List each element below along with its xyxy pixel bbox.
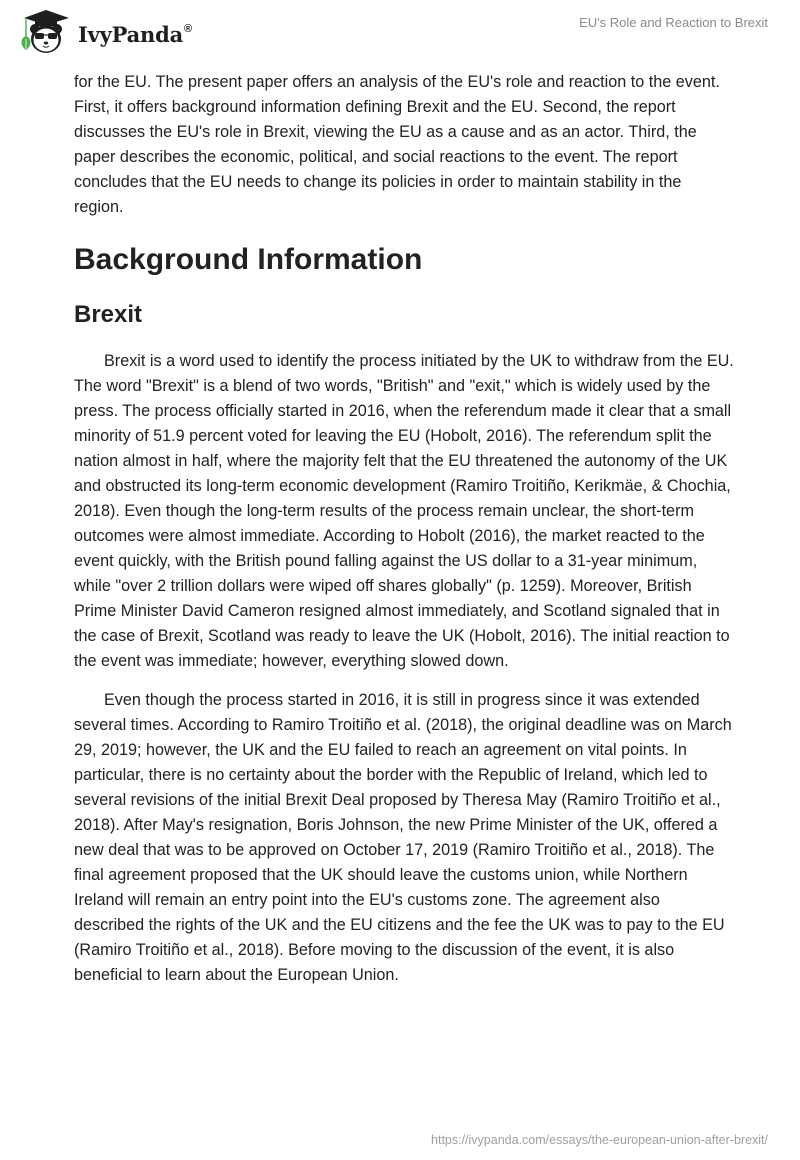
registered-mark: ® xyxy=(184,22,192,35)
panda-graduate-logo-icon xyxy=(16,8,74,56)
body-paragraph: Brexit is a word used to identify the process initiated by the UK to withdraw from the EU. The word "Brexit" is a blend of two words, "British" and "exit," which is widely used by the press. The process officially started in 2016, when the referendum made it clear that a small minority of 51.9 percent voted for leaving the EU (Hobolt, 2016). The referendum split the nation almost in half, where the majority felt that the EU threatened the autonomy of the UK and obstructed its long-term economic development (Ramiro Troitiño, Kerikmäe, & Chochia, 2018). Even though the long-term results of the process remain unclear, the short-term outcomes were almost immediate. According to Hobolt (2016), the market reacted to the event quickly, with the British pound falling against the US dollar to a 31-year minimum, while "over 2 trillion dollars were wiped off shares globally" (p. 1259). Moreover, British Prime Minister David Cameron resigned almost immediately, and Scotland signaled that in the case of Brexit, Scotland was ready to leave the UK (Hobolt, 2016). The initial reaction to the event was immediate; however, everything slowed down. xyxy=(74,352,734,670)
body-paragraph: Even though the process started in 2016, it is still in progress since it was extended several times. According to Ramiro Troitiño et al. (2018), the original deadline was on March 29, 2019; however, the UK and the EU failed to reach an agreement on vital points. In particular, there is no certainty about the border with the Republic of Ireland, which led to several revisions of the initial Brexit Deal proposed by Theresa May (Ramiro Troitiño et al., 2018). After May's resignation, Boris Johnson, the new Prime Minister of the UK, offered a new deal that was to be approved on October 17, 2019 (Ramiro Troitiño et al., 2018). The final agreement proposed that the UK should leave the customs union, while Northern Ireland will remain an entry point into the EU's customs zone. The agreement also described the rights of the UK and the EU citizens and the fee the UK was to pay to the EU (Ramiro Troitiño et al., 2018). Before moving to the discussion of the event, it is also beneficial to learn about the European Union. xyxy=(74,691,732,984)
document-title: EU's Role and Reaction to Brexit xyxy=(579,15,768,30)
source-url-link[interactable]: https://ivypanda.com/essays/the-european-union-after-brexit/ xyxy=(431,1133,768,1147)
ivypanda-logo-link[interactable] xyxy=(16,8,192,56)
essay-content xyxy=(74,70,734,988)
subsection-heading-brexit: Brexit xyxy=(74,301,143,328)
page-header xyxy=(0,0,800,60)
intro-paragraph: for the EU. The present paper offers an analysis of the EU's role and reaction to the event. First, it offers background information defining Brexit and the EU. Second, the report discusses the EU's role in Brexit, viewing the EU as a cause and as an actor. Third, the paper describes the economic, political, and social reactions to the event. The report concludes that the EU needs to change its policies in order to maintain stability in the region. xyxy=(74,73,720,216)
logo-brand-text: IvyPanda® xyxy=(78,21,192,47)
section-heading-background-information: Background Information xyxy=(74,243,423,276)
